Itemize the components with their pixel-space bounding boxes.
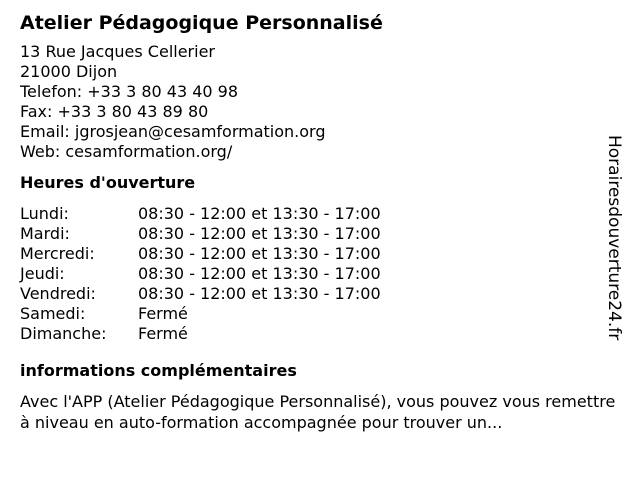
day-hours: Fermé [138,324,188,343]
hours-row-friday [20,284,620,304]
contact-block [20,42,620,162]
fax-line: Fax: +33 3 80 43 89 80 [20,102,209,121]
site-watermark: Horairesdouverture24.fr [604,135,624,341]
info-description: Avec l'APP (Atelier Pédagogique Personnalisé), vous pouvez vous remettre à niveau en auto-formation accompagnée pour trouver un... [20,392,616,432]
business-name: Atelier Pédagogique Personnalisé [20,12,383,34]
hours-heading: Heures d'ouverture [20,173,196,192]
day-hours: 08:30 - 12:00 et 13:30 - 17:00 [138,224,381,243]
day-label: Lundi: [20,204,69,223]
hours-row-tuesday [20,224,620,244]
business-card [20,10,620,433]
day-label: Jeudi: [20,264,65,283]
day-hours: Fermé [138,304,188,323]
day-label: Vendredi: [20,284,96,303]
day-hours: 08:30 - 12:00 et 13:30 - 17:00 [138,204,381,223]
hours-row-thursday [20,264,620,284]
email-line: Email: jgrosjean@cesamformation.org [20,122,326,141]
hours-row-saturday [20,304,620,324]
web-line: Web: cesamformation.org/ [20,142,233,161]
address-street: 13 Rue Jacques Cellerier [20,42,215,61]
day-label: Mercredi: [20,244,95,263]
day-hours: 08:30 - 12:00 et 13:30 - 17:00 [138,284,381,303]
day-label: Dimanche: [20,324,107,343]
day-hours: 08:30 - 12:00 et 13:30 - 17:00 [138,244,381,263]
hours-row-wednesday [20,244,620,264]
day-hours: 08:30 - 12:00 et 13:30 - 17:00 [138,264,381,283]
hours-row-sunday [20,324,620,344]
day-label: Samedi: [20,304,86,323]
address-city: 21000 Dijon [20,62,118,81]
hours-table [20,204,620,344]
phone-line: Telefon: +33 3 80 43 40 98 [20,82,239,101]
hours-row-monday [20,204,620,224]
info-heading: informations complémentaires [20,361,297,380]
day-label: Mardi: [20,224,70,243]
